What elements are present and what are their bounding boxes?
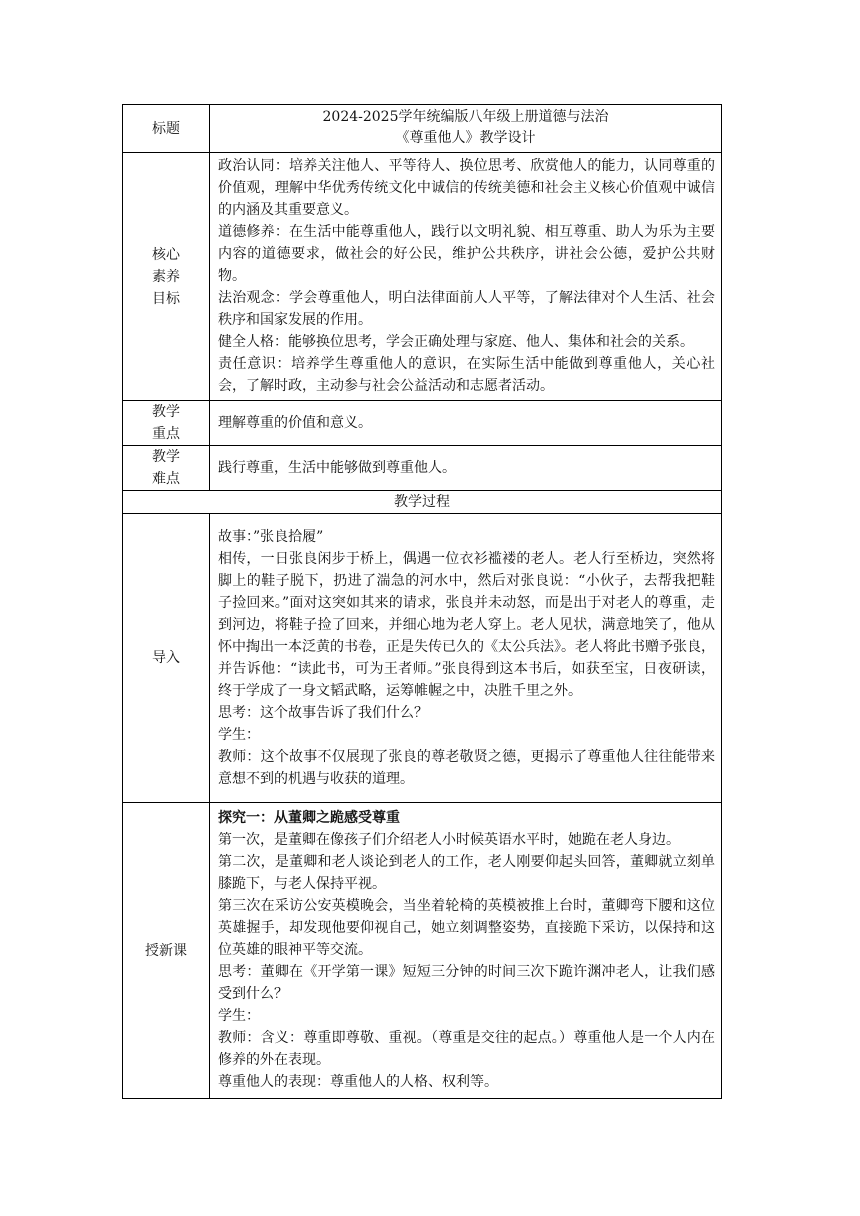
difficult-point-row [123,446,722,491]
goal-responsibility: 责任意识：培养学生尊重他人的意识，在实际生活中能做到尊重他人，关心社会，了解时政，主动参与社会公益活动和志愿者活动。 [218,356,715,394]
story-title: 故事：”张良拾履” [218,528,324,545]
new-lesson-label: 授新课 [123,803,210,1099]
respect-manifestation: 尊重他人的表现：尊重他人的人格、权利等。 [218,1074,498,1090]
core-label-line-1: 核心 [152,246,180,263]
explore-heading: 探究一：从董卿之跪感受尊重 [218,810,400,826]
goal-personality: 健全人格：能够换位思考，学会正确处理与家庭、他人、集体和社会的关系。 [218,334,694,350]
kneel-third: 第三次在采访公安英模晚会，当坐着轮椅的英模被推上台时，董卿弯下腰和这位英雄握手，却发现他要仰视自己，她立刻调整姿势，直接跪下采访，以保持和这位英雄的眼神平等交流。 [218,898,715,958]
core-label-line-3: 目标 [152,290,180,307]
core-goals-label [123,153,210,401]
key-label-line-1: 教学 [152,404,180,420]
lesson-plan-document [122,104,722,1099]
key-point-label [123,401,210,446]
lesson-plan-table [122,104,722,1099]
process-header: 教学过程 [123,491,722,514]
goal-political: 政治认同：培养关注他人、平等待人、换位思考、欣赏他人的能力，认同尊重的价值观，理解中华优秀传统文化中诚信的传统美德和社会主义核心价值观中诚信的内涵及其重要意义。 [218,158,715,218]
lesson-student: 学生： [218,1008,260,1024]
intro-student: 学生： [218,726,260,743]
intro-question: 思考：这个故事告诉了我们什么？ [218,704,428,721]
difficult-point-content: 践行尊重，生活中能够做到尊重他人。 [210,446,722,491]
intro-label: 导入 [123,514,210,803]
process-header-row [123,491,722,514]
title-label: 标题 [123,105,210,153]
key-point-row [123,401,722,446]
difficult-label-line-2: 难点 [152,471,180,487]
kneel-first: 第一次，是董卿在像孩子们介绍老人小时候英语水平时，她跪在老人身边。 [218,832,680,848]
intro-row [123,514,722,803]
title-content [210,105,722,153]
core-label-line-2: 素养 [152,268,180,285]
new-lesson-row [123,803,722,1099]
goal-law: 法治观念：学会尊重他人，明白法律面前人人平等，了解法律对个人生活、社会秩序和国家发展的作用。 [218,290,715,328]
key-label-line-2: 重点 [152,426,180,442]
title-row [123,105,722,153]
core-goals-content [210,153,722,401]
difficult-label-line-1: 教学 [152,449,180,465]
title-line-1: 2024-2025学年统编版八年级上册道德与法治 [322,109,609,125]
new-lesson-content [210,803,722,1099]
difficult-point-label [123,446,210,491]
key-point-content: 理解尊重的价值和意义。 [210,401,722,446]
intro-content [210,514,722,803]
core-goals-row [123,153,722,401]
goal-moral: 道德修养：在生活中能尊重他人，践行以文明礼貌、相互尊重、助人为乐为主要内容的道德要求，做社会的好公民，维护公共秩序，讲社会公德，爱护公共财物。 [218,224,715,284]
lesson-question: 思考：董卿在《开学第一课》短短三分钟的时间三次下跪许渊冲老人，让我们感受到什么？ [218,964,715,1002]
title-line-2: 《尊重他人》教学设计 [395,130,536,146]
story-body: 相传，一日张良闲步于桥上，偶遇一位衣衫褴褛的老人。老人行至桥边，突然将脚上的鞋子脱下，扔进了湍急的河水中，然后对张良说：“小伙子，去帮我把鞋子捡回来。”面对这突如其来的请求，张良并未动怒，而是出于对老人的尊重，走到河边，将鞋子捡了回来，并细心地为老人穿上。老人见状，满意地笑了，他从怀中掏出一本泛黄的书卷，正是失传已久的《太公兵法》。老人将此书赠予张良，并告诉他：“读此书，可为王者师。”张良得到这本书后，如获至宝，日夜研读，终于学成了一身文韬武略，运筹帷幄之中，决胜千里之外。 [218,550,715,699]
intro-teacher: 教师：这个故事不仅展现了张良的尊老敬贤之德，更揭示了尊重他人往往能带来意想不到的机遇与收获的道理。 [218,748,715,787]
kneel-second: 第二次，是董卿和老人谈论到老人的工作，老人刚要仰起头回答，董卿就立刻单膝跪下，与老人保持平视。 [218,854,715,892]
lesson-teacher: 教师：含义：尊重即尊敬、重视。（尊重是交往的起点。）尊重他人是一个人内在修养的外在表现。 [218,1030,715,1068]
